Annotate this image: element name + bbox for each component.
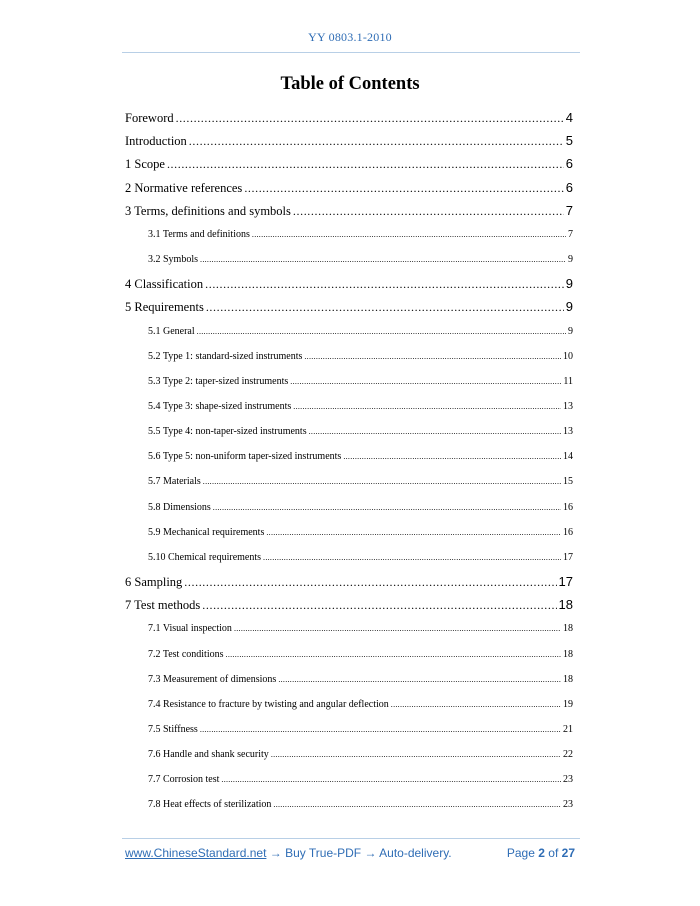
page-label: Page — [506, 846, 535, 860]
toc-dot-leader — [167, 153, 564, 176]
toc-page-number: 6 — [565, 179, 573, 195]
toc-dot-leader — [278, 667, 561, 692]
toc-page-number: 7 — [565, 202, 573, 218]
toc-subentry[interactable] — [125, 344, 573, 369]
footer-divider — [122, 838, 580, 839]
toc-page-number: 18 — [563, 673, 573, 685]
toc-subentry[interactable] — [125, 495, 573, 520]
toc-page-number: 7 — [568, 228, 573, 240]
toc-entry[interactable] — [125, 176, 573, 199]
document-header — [0, 30, 700, 45]
toc-dot-leader — [206, 296, 564, 319]
toc-subentry[interactable] — [125, 520, 573, 545]
toc-entry-title: 5 Requirements — [125, 300, 204, 315]
toc-page-number: 13 — [563, 426, 573, 438]
toc-subentry[interactable] — [125, 419, 573, 444]
toc-entry-title: 5.5 Type 4: non-taper-sized instruments — [148, 426, 307, 438]
toc-entry-title: 6 Sampling — [125, 575, 183, 589]
toc-dot-leader — [203, 469, 561, 494]
page-indicator — [507, 846, 575, 860]
toc-page-number: 17 — [563, 551, 573, 563]
toc-dot-leader — [200, 247, 566, 272]
toc-entry[interactable] — [125, 199, 573, 222]
arrow-right-icon: → — [364, 846, 377, 860]
toc-subentry[interactable] — [125, 545, 573, 570]
toc-entry-title: 7.1 Visual inspection — [148, 623, 232, 635]
toc-entry-title: 5.6 Type 5: non-uniform taper-sized instruments — [148, 451, 342, 463]
toc-dot-leader — [263, 545, 561, 570]
toc-subentry[interactable] — [125, 767, 573, 792]
toc-dot-leader — [189, 130, 564, 153]
toc-dot-leader — [197, 319, 566, 344]
toc-page-number: 23 — [563, 799, 573, 811]
arrow-right-icon: → — [269, 846, 282, 860]
toc-entry-title: 5.10 Chemical requirements — [148, 551, 262, 563]
toc-dot-leader — [200, 717, 561, 742]
toc-entry-title: 7.5 Stiffness — [148, 723, 198, 735]
table-of-contents — [125, 106, 573, 818]
toc-entry[interactable] — [125, 129, 573, 152]
toc-dot-leader — [290, 369, 561, 394]
toc-entry-title: 5.9 Mechanical requirements — [148, 526, 265, 538]
page-of-label: of — [548, 846, 559, 860]
toc-page-number: 17 — [558, 574, 573, 589]
toc-entry[interactable] — [125, 152, 573, 175]
toc-entry[interactable] — [125, 593, 573, 616]
toc-subentry[interactable] — [125, 394, 573, 419]
page-footer — [125, 846, 575, 860]
toc-dot-leader — [176, 107, 564, 130]
toc-dot-leader — [309, 419, 561, 444]
document-id: YY 0803.1-2010 — [308, 30, 392, 44]
toc-subentry[interactable] — [125, 616, 573, 641]
toc-dot-leader — [271, 742, 561, 767]
toc-page-number: 10 — [563, 350, 573, 362]
toc-entry-title: 5.1 General — [148, 325, 195, 337]
toc-entry-title: 7.2 Test conditions — [148, 648, 224, 660]
toc-entry[interactable] — [125, 272, 573, 295]
toc-entry-title: 3.2 Symbols — [148, 254, 199, 266]
toc-page-number: 9 — [568, 325, 573, 337]
toc-dot-leader — [304, 344, 561, 369]
toc-dot-leader — [202, 594, 556, 617]
toc-subentry[interactable] — [125, 717, 573, 742]
auto-delivery-text: Auto-delivery. — [379, 846, 452, 860]
toc-entry-title: 4 Classification — [125, 277, 204, 292]
toc-entry-title: 5.3 Type 2: taper-sized instruments — [148, 375, 289, 387]
toc-page-number: 18 — [563, 623, 573, 635]
toc-entry-title: 7.7 Corrosion test — [148, 774, 220, 786]
toc-page-number: 5 — [565, 133, 573, 149]
toc-dot-leader — [343, 444, 561, 469]
toc-dot-leader — [293, 394, 561, 419]
toc-subentry[interactable] — [125, 667, 573, 692]
toc-entry-title: 3.1 Terms and definitions — [148, 228, 250, 240]
toc-dot-leader — [391, 692, 561, 717]
toc-entry-title: 5.2 Type 1: standard-sized instruments — [148, 350, 303, 362]
toc-page-number: 9 — [565, 299, 573, 315]
toc-page-number: 16 — [563, 526, 573, 538]
toc-page-number: 9 — [568, 254, 573, 266]
toc-page-number: 15 — [563, 476, 573, 488]
toc-dot-leader — [252, 222, 566, 247]
toc-page-number: 19 — [563, 698, 573, 710]
toc-entry[interactable] — [125, 295, 573, 318]
toc-subentry[interactable] — [125, 692, 573, 717]
toc-subentry[interactable] — [125, 642, 573, 667]
toc-entry[interactable] — [125, 106, 573, 129]
toc-entry-title: Foreword — [125, 111, 174, 125]
header-divider — [122, 52, 580, 53]
toc-subentry[interactable] — [125, 469, 573, 494]
toc-entry-title: 2 Normative references — [125, 180, 243, 195]
toc-entry-title: 7.4 Resistance to fracture by twisting and angular deflection — [148, 698, 389, 710]
toc-dot-leader — [184, 571, 556, 594]
toc-dot-leader — [213, 495, 561, 520]
current-page-number: 2 — [538, 846, 545, 860]
toc-page-number: 13 — [563, 401, 573, 413]
buy-pdf-text: Buy True-PDF — [285, 846, 362, 860]
toc-subentry[interactable] — [125, 369, 573, 394]
toc-subentry[interactable] — [125, 444, 573, 469]
toc-dot-leader — [234, 616, 561, 641]
toc-dot-leader — [266, 520, 561, 545]
toc-page-number: 9 — [565, 276, 573, 292]
toc-subentry[interactable] — [125, 319, 573, 344]
toc-entry-title: 5.4 Type 3: shape-sized instruments — [148, 401, 292, 413]
toc-entry[interactable] — [125, 570, 573, 593]
toc-dot-leader — [226, 642, 561, 667]
toc-subentry[interactable] — [125, 247, 573, 272]
toc-page-number: 11 — [563, 375, 573, 387]
toc-page-number: 22 — [563, 749, 573, 761]
toc-dot-leader — [221, 767, 561, 792]
toc-dot-leader — [205, 273, 564, 296]
toc-page-number: 6 — [565, 156, 573, 172]
toc-dot-leader — [273, 792, 561, 817]
toc-page-number: 23 — [563, 774, 573, 786]
toc-page-number: 21 — [563, 723, 573, 735]
toc-subentry[interactable] — [125, 742, 573, 767]
toc-entry-title: 5.7 Materials — [148, 476, 201, 488]
toc-page-number: 4 — [565, 110, 573, 125]
toc-entry-title: 1 Scope — [125, 157, 165, 172]
toc-entry-title: 7 Test methods — [125, 598, 201, 613]
toc-subentry[interactable] — [125, 222, 573, 247]
toc-page-number: 18 — [563, 648, 573, 660]
toc-entry-title: 3 Terms, definitions and symbols — [125, 203, 291, 218]
toc-entry-title: Introduction — [125, 134, 187, 149]
toc-page-number: 16 — [563, 501, 573, 513]
toc-entry-title: 7.3 Measurement of dimensions — [148, 673, 277, 685]
toc-page-number: 18 — [558, 597, 573, 613]
toc-page-number: 14 — [563, 451, 573, 463]
total-pages-number: 27 — [561, 846, 575, 860]
toc-dot-leader — [244, 177, 563, 200]
toc-entry-title: 7.8 Heat effects of sterilization — [148, 799, 272, 811]
toc-dot-leader — [293, 200, 564, 223]
toc-entry-title: 5.8 Dimensions — [148, 501, 211, 513]
toc-subentry[interactable] — [125, 792, 573, 817]
website-link[interactable]: www.ChineseStandard.net — [125, 846, 267, 860]
page-title: Table of Contents — [280, 74, 420, 94]
toc-entry-title: 7.6 Handle and shank security — [148, 749, 269, 761]
